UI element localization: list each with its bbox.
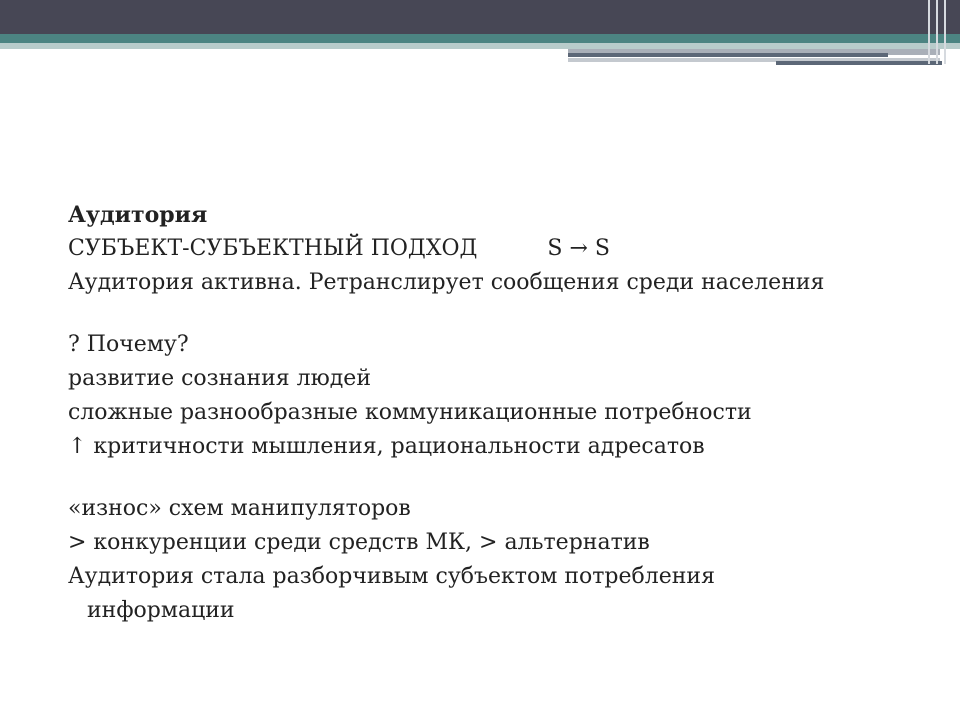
header-vertical-line: [936, 0, 938, 64]
header-band: [0, 0, 960, 34]
question-line: ? Почему?: [68, 332, 189, 357]
header-deco-bar-short: [776, 61, 942, 65]
consequence-item: Аудитория стала разборчивым субъектом потребления: [68, 564, 715, 589]
consequence-item: > конкуренции среди средств МК, > альтернатив: [68, 530, 650, 555]
active-statement: Аудитория активна. Ретранслирует сообщения среди населения: [68, 270, 825, 295]
approach-label: СУБЪЕКТ-СУБЪЕКТНЫЙ ПОДХОД: [68, 236, 478, 261]
approach-formula: S → S: [547, 236, 610, 261]
slide-body: [68, 198, 928, 628]
header-accent-stripe: [0, 34, 960, 43]
reason-item: сложные разнообразные коммуникационные потребности: [68, 400, 752, 425]
slide-heading: Аудитория: [68, 202, 208, 228]
header-deco-bar-dark: [568, 53, 888, 57]
consequence-continuation: информации: [87, 598, 235, 623]
consequence-item: «износ» схем манипуляторов: [68, 496, 411, 521]
approach-line: [68, 232, 928, 266]
header-vertical-line: [944, 0, 946, 64]
reason-item: ↑ критичности мышления, рациональности адресатов: [68, 434, 705, 459]
header-vertical-line: [928, 0, 930, 64]
reason-item: развитие сознания людей: [68, 366, 371, 391]
